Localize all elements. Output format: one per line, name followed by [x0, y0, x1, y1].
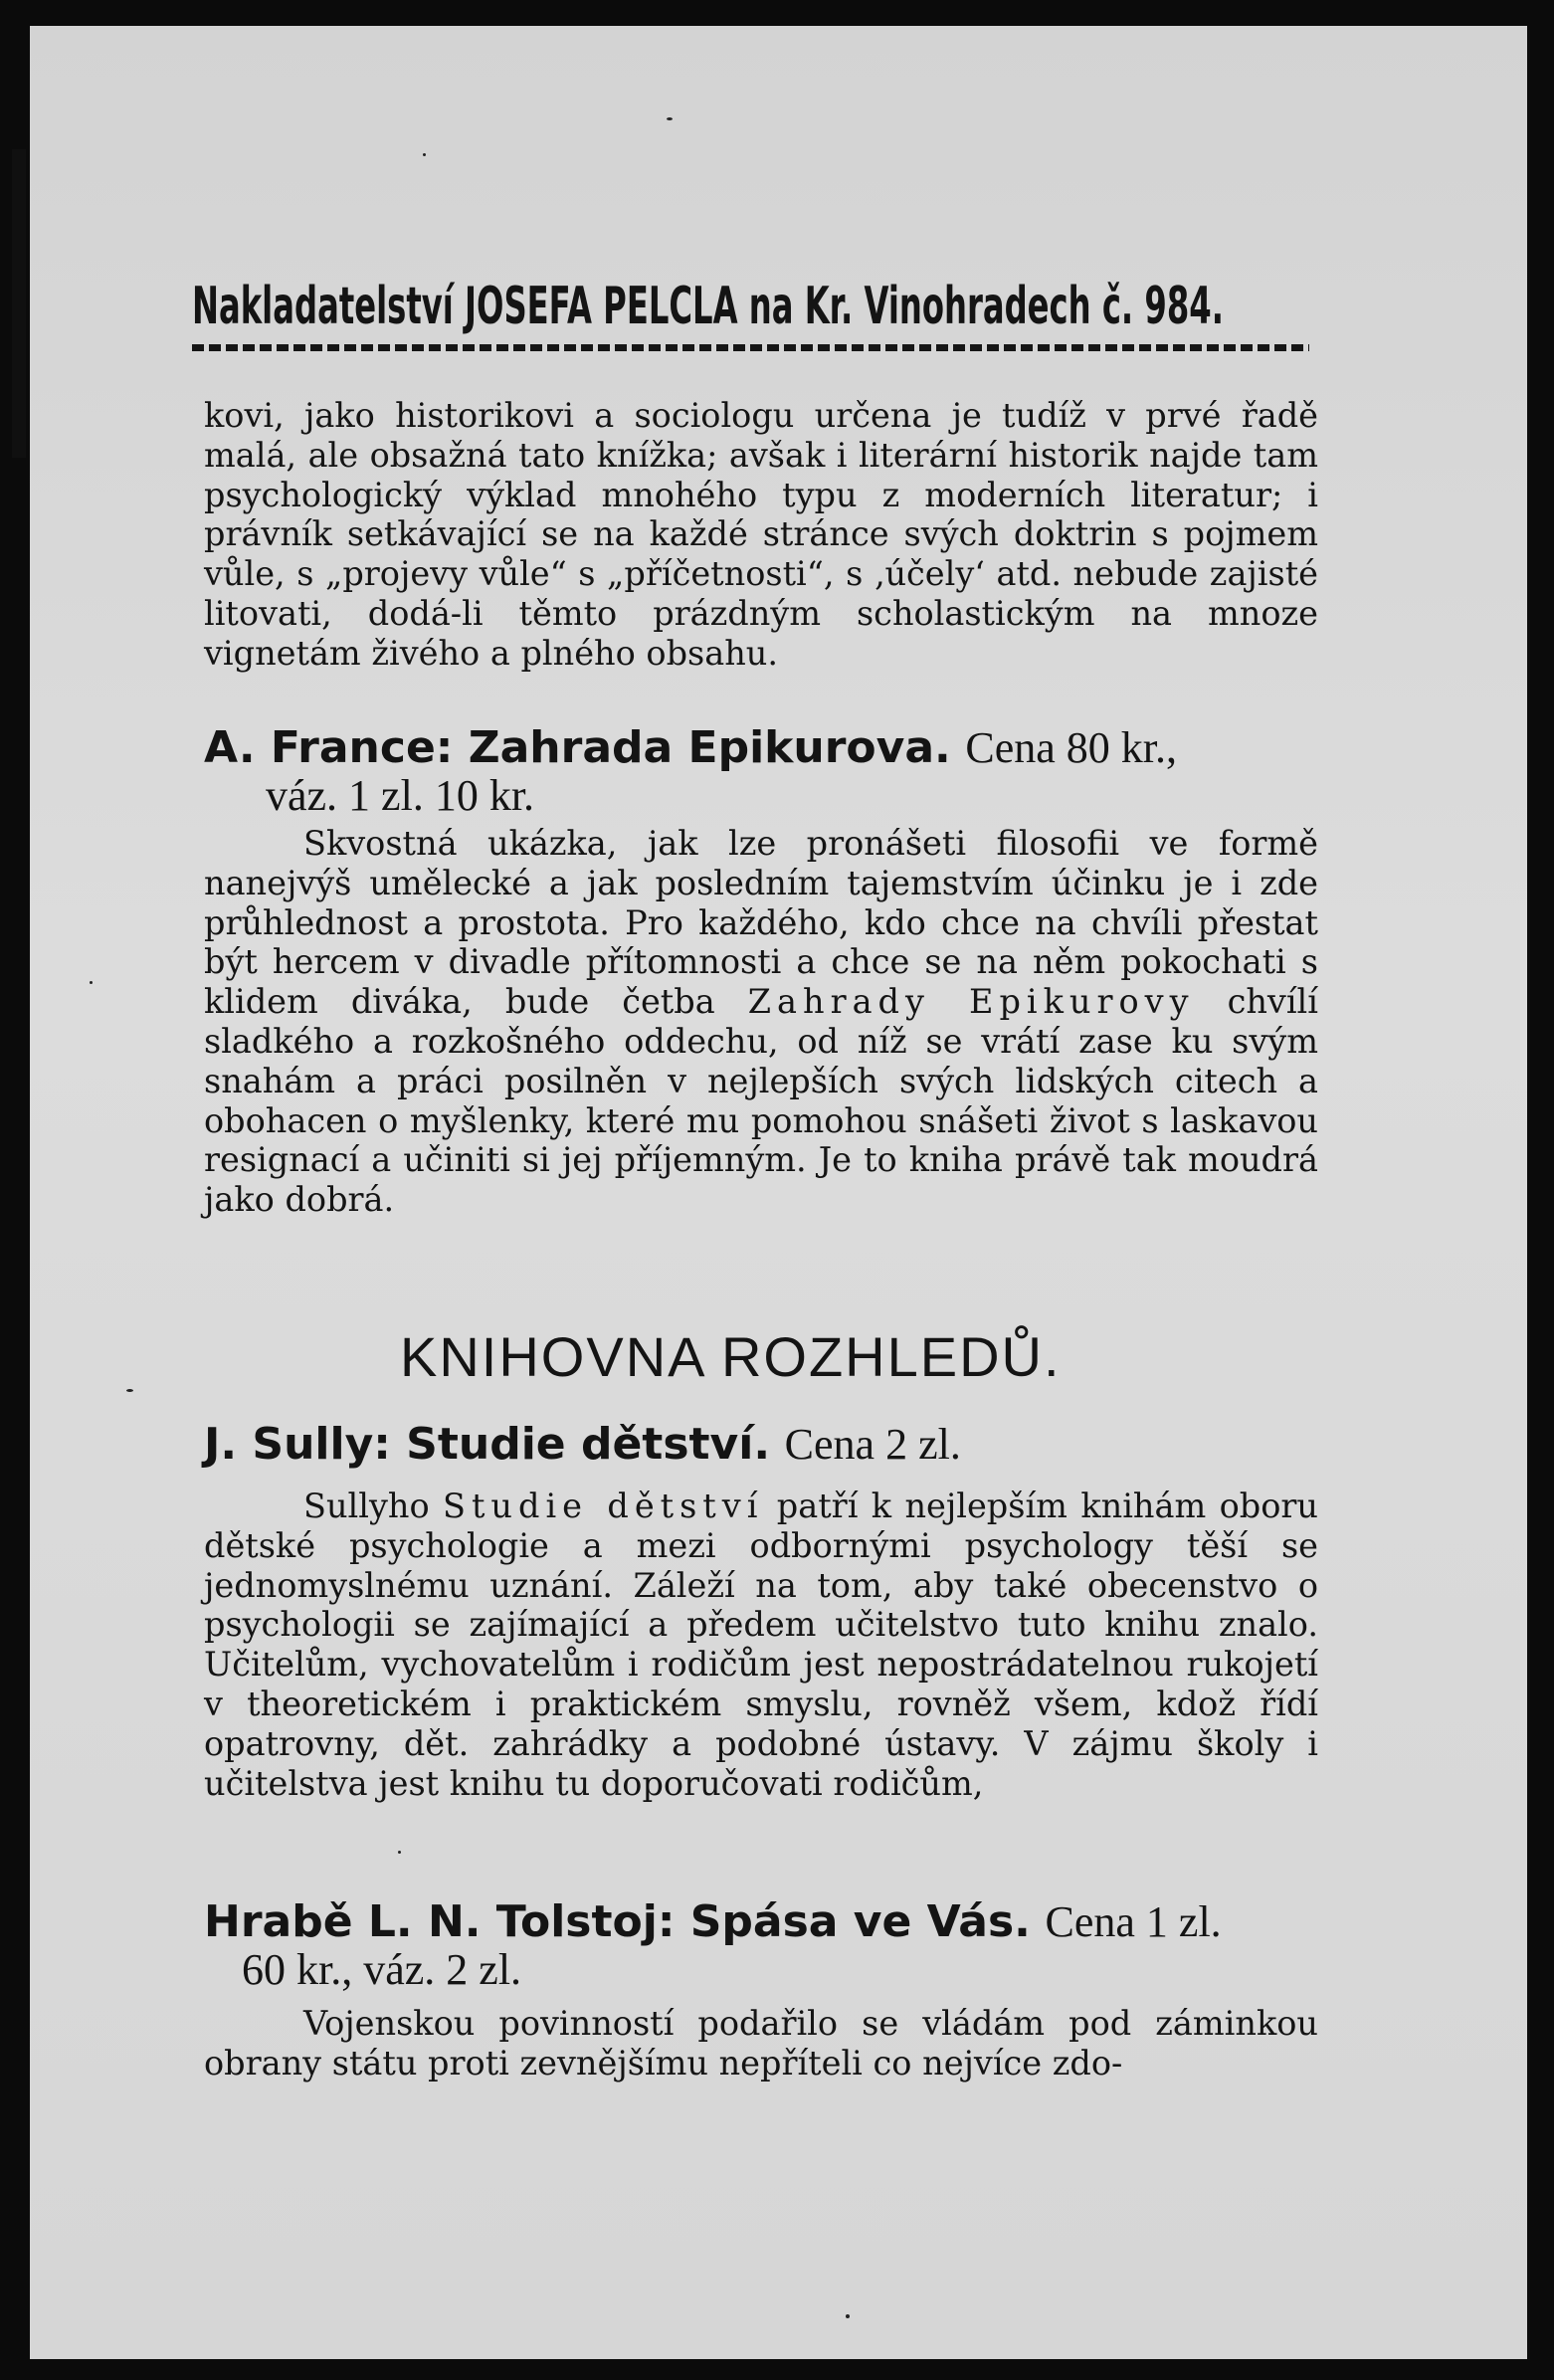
entry-sully-title: J. Sully: Studie dětství. — [204, 1419, 771, 1470]
entry-tolstoj-heading — [204, 1896, 1318, 1946]
publisher-header: Nakladatelství JOSEFA PELCLA na Kr. Vinohradech č. 984. — [192, 277, 1224, 336]
entry-france-title: A. France: Zahrada Epikurova. — [204, 722, 951, 773]
desc-part: Skvostná ukázka, jak lze pronášeti filosofii ve formě nanejvýš umělecké a jak posledním tajemstvím účinku je i zde průhlednost a prostota. Pro každého, kdo chce na chvíli přestat být hercem v divadle přítomnosti a chce se na něm pokochati s klidem diváka, bude četba — [204, 824, 1318, 1022]
entry-sully — [204, 1419, 1318, 1803]
entry-tolstoj-price-cont: 60 kr., váz. 2 zl. — [242, 1945, 522, 1994]
entry-france — [204, 722, 1318, 1220]
intro-paragraph-block — [204, 396, 1318, 674]
entry-france-heading — [204, 722, 1318, 772]
section-heading: KNIHOVNA ROZHLEDŮ. — [400, 1325, 1062, 1388]
entry-sully-heading — [204, 1419, 1318, 1469]
entry-france-price-cont: váz. 1 zl. 10 kr. — [266, 771, 535, 820]
entry-sully-price: Cena 2 zl. — [784, 1420, 961, 1469]
desc-part: Sullyho — [303, 1487, 444, 1525]
entry-france-price: Cena 80 kr., — [965, 723, 1178, 772]
entry-france-description — [204, 824, 1318, 1220]
desc-part: chvílí sladkého a rozkošného oddechu, od níž se vrátí zase ku svým snahám a práci posilněn v nejlepších svých lidských citech a obohacen o myšlenky, které mu pomohou snášeti život s laskavou resignací a učiniti si jej příjemným. Je to kniha právě tak moudrá jako dobrá. — [204, 982, 1318, 1220]
entry-tolstoj-description: Vojenskou povinností podařilo se vládám pod záminkou obrany státu proti zevnějšímu nepříteli co nejvíce zdo- — [204, 2004, 1318, 2082]
intro-paragraph: kovi, jako historikovi a sociologu určena je tudíž v prvé řadě malá, ale obsažná tato knížka; avšak i literární historik najde tam psychologický výklad mnohého typu z moderních literatur; i právník setkávající se na každé stránce svých doktrin s pojmem vůle, s „projevy vůle“ s „příčetnosti“, s ‚účely‘ atd. nebude zajisté litovati, dodá-li těmto prázdným scholastickým na mnoze vignetám živého a plného obsahu. — [204, 396, 1318, 673]
book-page — [30, 26, 1527, 2359]
entry-tolstoj-price: Cena 1 zl. — [1045, 1897, 1222, 1946]
desc-part: patří k nejlepším knihám oboru dětské psychologie a mezi odbornými psychology těší se jednomyslnému uznání. Záleží na tom, aby také obecenstvo o psychologii se zajímající a předem učitelstvo tuto knihu znalo. Učitelům, vychovatelům i rodičům jest nepostrádatelnou rukojetí v theoretickém i praktickém smyslu, rovněž všem, kdož řídí opatrovny, dět. zahrádky a podobné ústavy. V zájmu školy i učitelstva jest knihu tu doporučovati rodičům, — [204, 1487, 1318, 1803]
entry-tolstoj-title: Hrabě L. N. Tolstoj: Spása ve Vás. — [204, 1896, 1031, 1947]
desc-part-spaced: Studie dětství — [443, 1487, 764, 1525]
header-rule — [192, 344, 1309, 351]
entry-tolstoj — [204, 1896, 1318, 2083]
desc-part-spaced: Zahrady Epikurovy — [747, 982, 1195, 1022]
binding-edge-mark — [12, 149, 26, 458]
entry-sully-description — [204, 1487, 1318, 1803]
